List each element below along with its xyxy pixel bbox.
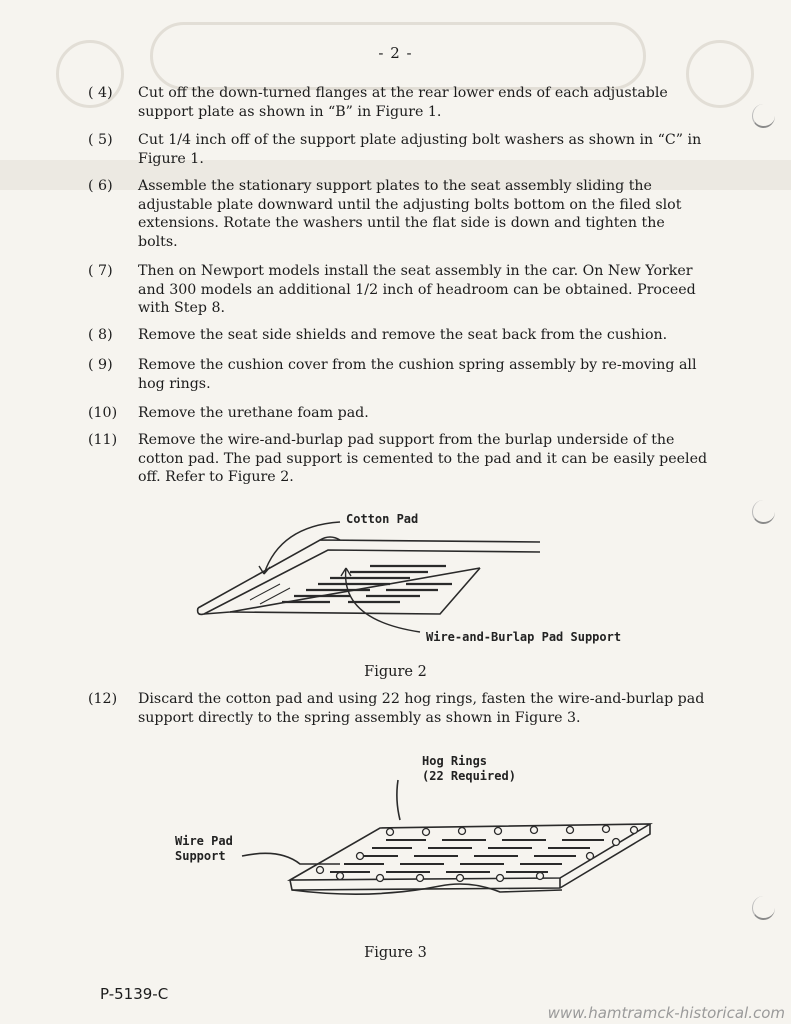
step-5 — [88, 131, 708, 168]
step-12 — [88, 690, 708, 727]
step-number: ( 9) — [88, 357, 113, 373]
step-number: ( 8) — [88, 327, 113, 343]
step-number: ( 7) — [88, 263, 113, 279]
step-number: (10) — [88, 405, 118, 421]
step-text: Cut off the down-turned flanges at the rear lower ends of each adjustable support plate as shown in “B” in Figure 1. — [138, 85, 668, 120]
step-text: Cut 1/4 inch off of the support plate adjusting bolt washers as shown in “C” in Figure 1. — [138, 132, 702, 167]
step-7 — [88, 262, 708, 318]
step-9 — [88, 356, 708, 393]
figure-2-label-pad-support: Wire-and-Burlap Pad Support — [426, 630, 622, 644]
step-text: Then on Newport models install the seat assembly in the car. On New Yorker and 300 models an additional 1/2 inch of headroom can be obtained. Proceed with Step 8. — [138, 263, 696, 316]
step-11 — [88, 431, 708, 487]
step-number: (12) — [88, 691, 118, 707]
step-10 — [88, 404, 708, 423]
step-number: ( 4) — [88, 85, 113, 101]
step-text: Remove the seat side shields and remove the seat back from the cushion. — [138, 327, 668, 343]
binder-hole-bottom — [752, 896, 775, 920]
watermark: www.hamtramck-historical.com — [547, 1004, 785, 1022]
step-text: Assemble the stationary support plates to the seat assembly sliding the adjustable plate downward until the adjusting bolts bottom on the filed slot extensions. Rotate the washers until the flat side is down and tighten the bolts. — [138, 178, 682, 250]
step-text: Remove the cushion cover from the cushion spring assembly by re-moving all hog rings. — [138, 357, 697, 392]
step-text: Remove the urethane foam pad. — [138, 405, 369, 421]
document-id: P-5139-C — [100, 985, 169, 1003]
page-number: - 2 - — [378, 44, 413, 62]
step-6 — [88, 177, 708, 251]
figure-3-label-wire-pad: Wire Pad — [175, 834, 233, 848]
step-number: ( 6) — [88, 178, 113, 194]
figure-3-label-support: Support — [175, 849, 226, 863]
binder-hole-middle — [752, 500, 775, 524]
step-text: Remove the wire-and-burlap pad support from the burlap underside of the cotton pad. The pad support is cemented to the pad and it can be easily peeled off. Refer to Figure 2. — [138, 432, 708, 485]
figure-2-label-cotton-pad: Cotton Pad — [346, 512, 419, 526]
figure-3-caption: Figure 3 — [364, 945, 427, 961]
figure-2-caption: Figure 2 — [364, 664, 427, 680]
figure-3-label-hog-rings-count: (22 Required) — [422, 769, 516, 783]
step-number: ( 5) — [88, 132, 113, 148]
figure-3-label-hog-rings: Hog Rings — [422, 754, 488, 768]
step-text: Discard the cotton pad and using 22 hog rings, fasten the wire-and-burlap pad support directly to the spring assembly as shown in Figure 3. — [138, 691, 705, 726]
binder-hole-top — [752, 104, 775, 128]
step-4 — [88, 84, 708, 121]
step-number: (11) — [88, 432, 118, 448]
step-8 — [88, 326, 708, 345]
